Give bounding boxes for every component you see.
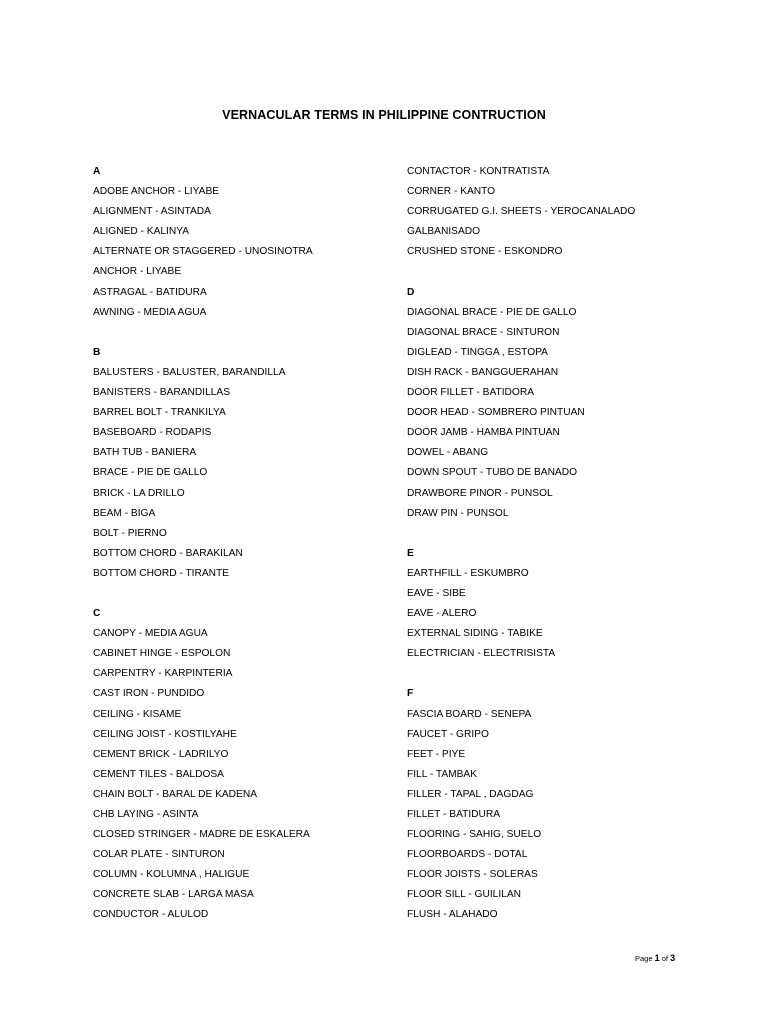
- term-entry: CEMENT BRICK - LADRILYO: [93, 748, 229, 760]
- section-letter: E: [407, 547, 414, 559]
- spacer: [407, 265, 635, 285]
- term-entry: CEILING JOIST - KOSTILYAHE: [93, 728, 237, 740]
- term-entry: BATH TUB - BANIERA: [93, 447, 197, 459]
- term-entry: DIAGONAL BRACE - SINTURON: [407, 326, 560, 338]
- term-entry: ELECTRICIAN - ELECTRISISTA: [407, 648, 556, 660]
- term-entry: ALTERNATE OR STAGGERED - UNOSINOTRA: [93, 246, 313, 258]
- page-label: Page: [635, 954, 653, 963]
- spacer: [407, 667, 635, 687]
- term-entry: CRUSHED STONE - ESKONDRO: [407, 246, 563, 258]
- term-entry: BOTTOM CHORD - BARAKILAN: [93, 547, 243, 559]
- term-entry: BOLT - PIERNO: [93, 527, 167, 539]
- term-entry: BRACE - PIE DE GALLO: [93, 467, 208, 479]
- term-entry: FILLER - TAPAL , DAGDAG: [407, 788, 534, 800]
- term-entry: COLAR PLATE - SINTURON: [93, 849, 225, 861]
- term-entry: DRAW PIN - PUNSOL: [407, 507, 509, 519]
- term-entry: COLUMN - KOLUMNA , HALIGUE: [93, 869, 250, 881]
- term-entry: CAST IRON - PUNDIDO: [93, 688, 205, 700]
- term-entry: DOOR FILLET - BATIDORA: [407, 387, 534, 399]
- term-entry: CABINET HINGE - ESPOLON: [93, 648, 231, 660]
- term-entry: FEET - PIYE: [407, 748, 466, 760]
- term-entry: FAUCET - GRIPO: [407, 728, 489, 740]
- term-entry: ALIGNMENT - ASINTADA: [93, 206, 211, 218]
- term-entry: BALUSTERS - BALUSTER, BARANDILLA: [93, 366, 286, 378]
- term-entry: FLUSH - ALAHADO: [407, 909, 498, 921]
- term-entry: ASTRAGAL - BATIDURA: [93, 286, 207, 298]
- term-entry: CHAIN BOLT - BARAL DE KADENA: [93, 788, 257, 800]
- term-entry: ADOBE ANCHOR - LIYABE: [93, 186, 220, 198]
- term-entry: EXTERNAL SIDING - TABIKE: [407, 628, 543, 640]
- right-column: [407, 165, 635, 929]
- term-entry: CONDUCTOR - ALULOD: [93, 909, 209, 921]
- term-entry: GALBANISADO: [407, 226, 481, 238]
- term-entry: CEILING - KISAME: [93, 708, 182, 720]
- term-entry: BARREL BOLT - TRANKILYA: [93, 407, 226, 419]
- section-letter: B: [93, 346, 101, 358]
- term-entry: FLOORING - SAHIG, SUELO: [407, 829, 542, 841]
- term-entry: BANISTERS - BARANDILLAS: [93, 387, 231, 399]
- term-entry: DIAGONAL BRACE - PIE DE GALLO: [407, 306, 577, 318]
- term-entry: CLOSED STRINGER - MADRE DE ESKALERA: [93, 829, 310, 841]
- left-column: [93, 165, 313, 929]
- term-entry: ALIGNED - KALINYA: [93, 226, 190, 238]
- term-entry: BEAM - BIGA: [93, 507, 156, 519]
- term-entry: EAVE - ALERO: [407, 608, 477, 620]
- spacer: [407, 527, 635, 547]
- term-entry: BASEBOARD - RODAPIS: [93, 427, 212, 439]
- term-entry: CORRUGATED G.I. SHEETS - YEROCANALADO: [407, 206, 636, 218]
- term-entry: FLOOR JOISTS - SOLERAS: [407, 869, 538, 881]
- term-entry: CONCRETE SLAB - LARGA MASA: [93, 889, 254, 901]
- page-of: of: [661, 954, 668, 963]
- spacer: [93, 326, 313, 346]
- spacer: [93, 587, 313, 607]
- term-entry: DOWEL - ABANG: [407, 447, 489, 459]
- section-letter: C: [93, 608, 101, 620]
- term-entry: CANOPY - MEDIA AGUA: [93, 628, 208, 640]
- term-entry: DIGLEAD - TINGGA , ESTOPA: [407, 346, 548, 358]
- term-entry: DOOR HEAD - SOMBRERO PINTUAN: [407, 407, 585, 419]
- term-entry: FILL - TAMBAK: [407, 768, 478, 780]
- term-entry: CARPENTRY - KARPINTERIA: [93, 668, 233, 680]
- term-entry: CEMENT TILES - BALDOSA: [93, 768, 224, 780]
- term-entry: BRICK - LA DRILLO: [93, 487, 185, 499]
- term-entry: BOTTOM CHORD - TIRANTE: [93, 567, 230, 579]
- page-title: VERNACULAR TERMS IN PHILIPPINE CONTRUCTION: [222, 108, 546, 122]
- term-entry: DOOR JAMB - HAMBA PINTUAN: [407, 427, 560, 439]
- term-entry: CONTACTOR - KONTRATISTA: [407, 166, 550, 177]
- term-entry: DOWN SPOUT - TUBO DE BANADO: [407, 467, 577, 479]
- term-entry: AWNING - MEDIA AGUA: [93, 306, 207, 318]
- term-entry: CORNER - KANTO: [407, 186, 496, 198]
- section-letter: F: [407, 688, 414, 700]
- section-letter: D: [407, 286, 415, 298]
- term-entry: FLOOR SILL - GUILILAN: [407, 889, 521, 901]
- term-entry: FASCIA BOARD - SENEPA: [407, 708, 532, 720]
- page-number: [635, 953, 675, 963]
- term-entry: EARTHFILL - ESKUMBRO: [407, 567, 529, 579]
- term-entry: ANCHOR - LIYABE: [93, 266, 182, 278]
- term-entry: FILLET - BATIDURA: [407, 809, 501, 820]
- page-current: 1: [654, 953, 660, 963]
- term-entry: DISH RACK - BANGGUERAHAN: [407, 366, 559, 378]
- page-total: 3: [670, 953, 676, 963]
- term-entry: EAVE - SIBE: [407, 587, 466, 599]
- term-entry: DRAWBORE PINOR - PUNSOL: [407, 487, 553, 499]
- term-entry: CHB LAYING - ASINTA: [93, 809, 199, 820]
- term-entry: FLOORBOARDS - DOTAL: [407, 849, 528, 861]
- section-letter: A: [93, 166, 101, 177]
